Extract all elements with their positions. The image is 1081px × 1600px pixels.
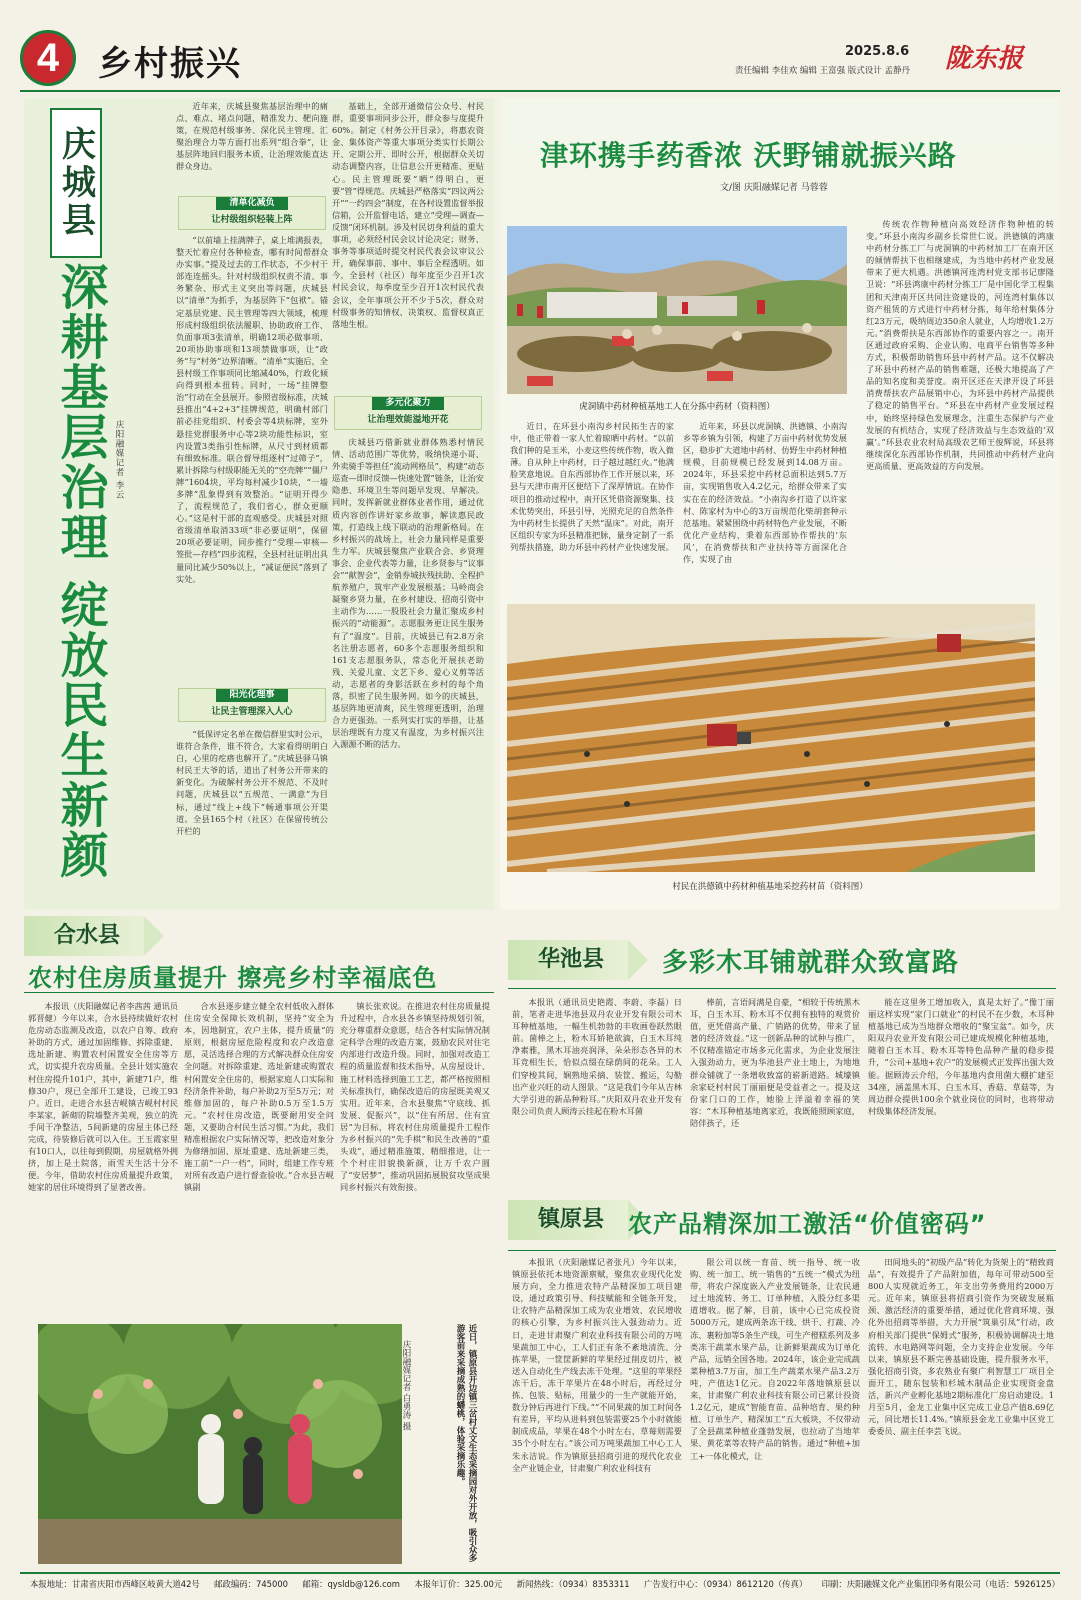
footer-rule — [20, 1572, 1060, 1574]
editor-credits: 责任编辑 李佳欢 编辑 王富强 版式设计 孟静丹 — [735, 66, 911, 76]
qingcheng-subhead-1: 清单化减负 让村级组织轻装上阵 — [178, 196, 326, 230]
peach-caption-text: 近日，镇原县开边镇三岔村丈文生态采摘园对外开放，吸引众多游客前来采摘成熟的蟠桃，体验采摘乐趣。 — [455, 1324, 477, 1562]
huachi-headline: 多彩木耳铺就群众致富路 — [662, 948, 960, 978]
qingcheng-col1c: “低保评定名单在微信群里实时公示，谁符合条件，谁不符合，大家看得明明白白，心里的疙瘩也解开了。”庆城县驿马镇村民王大爷的话，道出了村务公开带来的新变化。为破解村务公开不规范、不及时问题，庆城县以“五规范、一满意”为目标，通过“线上+线下”畅通事项公开渠道。全县165个村（社区）在保留传统公开栏的 — [176, 729, 328, 836]
qingcheng-col2b: 庆城县巧借新就业群体熟悉村情民情、活动范围广等优势，吸纳快递小哥、外卖骑手等担任“流动网格员”，构建“动态巡查—即时反馈—快速处置”链条，让治安隐患、环境卫生等问题早发现、早解决。同时，发挥新就业群体业者作用，通过优质内容创作讲好家乡故事，解读惠民政策，打造线上线下联动的治理新格局。在乡村振兴的战场上，社会力量同样是重要生力军。庆城县聚焦产业联合会、乡贤理事会、企业代表等力量，让乡贤参与“议事会”“献智会”，金销券城扶残扶助、全程护航养殖户，筑牢产业发展根基；马岭商会凝聚乡贤力量，在乡村建设、招商引资中主动作为……一股股社会力量汇聚成乡村振兴的“动能源”。志愿服务更让民生服务有了“温度”。目前，庆城县已有2.8万余名注册志愿者，60多个志愿服务组织和161支志愿服务队，常态化开展扶老助残、关爱儿童、文艺下乡、爱心义剪等活动，志愿者的身影活跃在乡村的每个角落，织密了民生服务网。如今的庆城县，基层阵地更清爽，民生管理更透明，治理合力更强劲。一系列实打实的举措，让基层治理既有力度又有温度，为乡村振兴注入源源不断的活力。 — [332, 437, 484, 750]
footer-postcode: 邮政编码：745000 — [214, 1579, 288, 1589]
qingcheng-col1b: “以前墙上挂满牌子，桌上堆满报表，整天忙着应付各种检查，哪有时间帮群众办实事。”提及过去的工作状态，不少村干部连连摇头。针对村级组织权责不清、事务繁杂、形式主义突出等问题，庆城县以“清单”为抓手，为基层阵下“包袱”。锚定基层党建、民主管理等四大领域，梳理形成村级组织依法履职、协助政府工作、负面事项3张清单，明确12项必做事项、20项协助事项和13项禁做事项，让“政务”与“村务”边界清晰。“清单”实施后，全县村级工作事项同比缩减40%，行政化倾向得到根本扭转。同时，一场“挂牌整治”行动在全县展开。参照省级标准，庆城县推出“4+2+3”挂牌规范，明确村部门前必挂党组织、村委会等4块标牌，室外悬挂党群服务中心等2块功能性标识，室内设置3类指引性标牌，从尺寸到材质都有细致标准。联合督导组逐村“过筛子”，累计拆除与村级职能无关的“空壳牌”“僵尸牌”1604块，平均每村减少10块，“一墙多牌”乱象得到有效整治。“证明开得少了，流程规范了，我们省心，群众更顺心。”这是村干部的直观感受。庆城县对照省级清单取消33项“非必要证明”，保留20项必要证明，同步推行“受理—审核—签批—存档”四步流程，全县村社证明出具量同比减少50%以上，“减证便民”落到了实处。 — [176, 235, 328, 584]
heshui-headline: 农村住房质量提升 擦亮乡村幸福底色 — [28, 964, 438, 992]
page-number: 4 — [36, 36, 60, 80]
zhenyuan-col3: 田间地头的“初级产品”转化为货架上的“精致商品”，有效提升了产品附加值，每年可带动500至800人实现就近务工，年支出劳务费用约2000万元。近年来，镇原县将招商引资作为突破发展瓶颈、激活经济的重要举措，通过优化营商环境、强化外出招商等举措，大力开展“筑巢引凤”行动，政府相关部门提供“保姆式”服务，积极协调解决土地流转、水电路网等问题，全力支持企业发展。今年以来，镇原县不断完善基础设施，提升服务水平，强化招商引资，多农熟业有聚广利智慧工厂项目全面开工，随东包装和杉城木制品企业实现资金盘活，新兴产业孵化基地2期标准化厂房启动建设。1月至5月，金龙工业集中区完成工业总产值8.69亿元，同比增长11.4%。”镇原县金龙工业集中区党工委委员、副主任李芸飞说。 — [868, 1257, 1054, 1437]
peach-photo-credit: 庆阳融媒记者 白勇涛 摄 — [401, 1340, 411, 1431]
zhenyuan-col2: 限公司以统一育苗、统一指导、统一收购、统一加工、统一销售的“五统一”模式为纽带，将农户深度嵌入产业发展链条，让农民通过土地流转、务工、订单种植、入股分红多渠道增收。据了解，目前，该中心已完成投资5000万元，建成两条冻干线、烘干、打蔬、冷冻、裹粉加等5条生产线，可生产橙糕系列及多类冻干蔬菜水果产品，让新鲜果蔬成为订单化产品，远销全国各地。2024年，该企业完成蔬菜种植3.7万亩，加工生产蔬菜水果产品3.2万吨，产值达1亿元。自2022年落地镇原县以来，甘肃聚广利农业科技有限公司已累计投资1.2亿元，建成“智能育苗、品种培育、果约种植、订单生产、精深加工”五大板块，不仅带动了全县蔬菜种植业蓬勃发展，也拉动了当地苹果、黄花菜等农特产品的销售。通过“种植+加工+一体化模式，让 — [690, 1257, 860, 1461]
heshui-col3: 镇长张欢说。在推进农村住房质量提升过程中，合水县各乡镇坚持规划引领，充分尊重群众意愿，结合各村实际情况制定科学合理的改造方案，鼓励农民对住宅内部进行改造升级。同时，加强对改造工程的质量监督和技术指导，从房屋设计、施工材料选择到施工工艺，都严格按照相关标准执行，确保改造后的房屋既美观又实用。近年来，合水县聚焦“守底线、抓发展、促振兴”，以“住有所居、住有宜居”为目标，将农村住房质量提升工程作为乡村振兴的“先手棋”和民生改善的“重头戏”，通过精准施策，精细推进，让一个个村庄旧貌换新颜，让万千农户圆了“安居梦”，推动巩固拓展脱贫攻坚成果同乡村振兴有效衔接。 — [340, 1001, 490, 1193]
tianhuan-byline: 文/图 庆阳融媒记者 马蓉蓉 — [720, 183, 828, 193]
tianhuan-col-a: 近日，在环县小南沟乡村民拓生吉的家中，他正带着一家人忙着晾晒中药材。“以前我们种的是玉米，小麦这些传统作物，收入微薄。自从种上中药材，日子越过越红火。”他满脸笑意地说。自东西部协作工作开展以来，环县与天津市南开区便结下了深厚情谊。在协作项目的推动过程中，南开区凭借资源聚集、技术优势突出，环县引导，光照充足的自然条件为中药材生长提供了天然“温床”。对此，南开区组织专家为环县精准把脉，量身定制了一系列帮扶措施，助力环县中药材产业快速发展。 — [510, 421, 674, 552]
heshui-col2: 合水县逐步建立健全农村低收入群体住房安全保障长效机制，坚持“安全为本，因地制宜，农户主体，提升质量”的原则，根据房屋危险程度和农户改造意愿，灵活选择合理的方式解决群众住房安全问题。对拆除重建、选址新建或购置农村闲置安全住房的，根据家庭人口实际和经济条件补助，每户补助2万至5万元；对维修加固的，每户补助0.5万至1.5万元。“农村住房改造，既要耐用安全问题，又要助合村民生活习惯。”为此，我们精准根据农户实际情况等，把改造对象分为修缮加固、原址重建、选址新建三类，施工前“一户一档”，同时，组建工作专班对所有改造户进行督查验收。”合水县吉岘镇副 — [184, 1001, 334, 1193]
huachi-col3: 能在这里务工增加收入，真是太好了。”像丁丽丽这样实现“家门口就业”的村民不在少数，木耳种植基地已成为当地群众增收的“聚宝盆”。如今，庆阳双丹农业开发有限公司已建成规模化种植基地，随着白玉木耳、粉木耳等特色品种产量的稳步提升，“公司+基地+农户”的发展模式正发挥出强大效能。据顾涛云介绍，今年基地内食用菌大棚扩建至34座，涵盖黑木耳、白玉木耳、香菇、草菇等，为周边群众提供100余个就业岗位的同时，也将带动村级集体经济发展。 — [868, 997, 1054, 1116]
tianhuan-photo-sorting — [507, 226, 847, 394]
qingcheng-county-label: 庆城县 — [50, 108, 102, 258]
zhenyuan-headline: 农产品精深加工激活“价值密码” — [628, 1210, 987, 1238]
qingcheng-byline: 庆阳融媒记者 李云 — [114, 420, 124, 500]
zhenyuan-county-tag: 镇原县 — [508, 1200, 628, 1240]
tianhuan-headline: 津环携手药香浓 沃野铺就振兴路 — [540, 139, 957, 172]
footer-email: 邮箱：qysldb@126.com — [302, 1579, 400, 1589]
section-title: 乡村振兴 — [98, 44, 242, 84]
page-number-badge — [20, 30, 76, 86]
qingcheng-subhead-3: 阳光化理事 让民主管理深入人心 — [178, 688, 326, 722]
masthead-logo: 陇东报 — [945, 44, 1024, 74]
huachi-col1: 本报讯（通讯员史艳霞、李蔚、李磊）日前，笔者走进华池县双丹农业开发有限公司木耳种植基地，一幅生机勃勃的丰收画卷跃然眼前。菌棒之上，粉木耳娇艳欲滴，白玉木耳纯净素雅，黑木耳油亮润泽，朵朵形态各异的木耳竞相生长，恰似点缀在绿荫间的花朵。工人们穿梭其间，娴熟地采摘、装筐、搬运，勾勒出产业兴旺的动人图景。“这是我们今年从吉林大学引进的新品种粉耳。”庆阳双丹农业开发有限公司负责人顾涛云挂起在粉木耳菌 — [512, 997, 682, 1116]
heshui-county-tag: 合水县 — [24, 916, 144, 956]
qingcheng-col2: 基础上，全部开通微信公众号、村民群，重要事项同步公开，群众参与度提升60%。制定《村务公开目录》，将惠农资金、集体资产等重大事项分类实行长期公开、定期公开、即时公开，根据群众关切动态调整内容，让信息公开更精准、更贴心。民主管理既要“晒”得明白，更要“管”得规范。庆城县严格落实“四议两公开”“一约四会”制度，在各村设置监督举报信箱，公开监督电话，建立“受理—调查—反馈”闭环机制。涉及村民切身利益的重大事项，必须经村民会议讨论决定；财务、事务等事项适时提交村民代表会议审议公开，确保事前、事中、事后全程透明。如今，全县村（社区）每年度至少召开1次村民会议，每季度至少召开1次村民代表会议，全年事项公开不少于5次，群众对村级事务的知情权、决策权、监督权真正落地生根。 — [332, 101, 484, 329]
tianhuan-col-right: 传统农作物种植向高效经济作物种植的转变。”环县小南沟乡副乡长常世仁说。洪德镇的鸿康中药材分拣工厂与虎洞镇的中药材加工厂在南开区的倾情帮扶下也相继建成，为当地中药材产业发展带来了更大机遇。洪德镇河连湾村党支部书记廖隆卫说：“环县鸿康中药材分拣工厂是中国化学工程集团和天津南开区共同注资建设的，河连湾村集体以资产租赁的方式进行中药材分拣，每年给村集体分红23万元，吸纳周边350余人就业，人均增收1.2万元。”消费帮扶是东西部协作的重要内容之一。南开区通过政府采购、企业认购、电商平台销售等多种方式，积极帮助销售环县中药材产品。这不仅解决了环县中药材产品的销售难题，还极大地提高了产品的知名度和美誉度。南开区还在天津开设了环县消费帮扶农产品展销中心，为环县中药材产品提供了稳定的销售平台。“环县在中药材产业发展过程中，始终坚持绿色发展理念，注重生态保护与产业发展的有机结合，实现了经济效益与生态效益的‘双赢’。”环县农业农村局高级农艺师王俊辉说，环县将继续深化东西部协作机制，共同推动中药材产业向更高质量、更高效益的方向发展。 — [866, 219, 1054, 471]
qingcheng-title-1: 深耕基层治理 — [52, 262, 108, 562]
huachi-col2: 棒前，言语间满是自豪，“相较于传统黑木耳，白玉木耳、粉木耳不仅拥有独特的观赏价值，更凭借高产量、广销路的优势，带来了显著的经济效益。”这一创新品种的试种与推广，不仅精准锚定市场多元化需求，为企业发展注入强劲动力，更为华池县产业土地上，为地地群众铺就了一条增收致富的崭新道路。城壕镇余家砭村村民丁丽丽便是受益者之一。提及这份家门口的工作，她脸上洋溢着幸福的笑容：“木耳种植基地离家近，我既能照顾家庭，陪伴孩子，还 — [690, 997, 860, 1128]
tianhuan-photo1-caption: 虎洞镇中药材种植基地工人在分拣中药材（资料图） — [579, 402, 775, 412]
qingcheng-subhead-2: 多元化聚力 让治理效能溢地开花 — [334, 396, 482, 430]
footer-printer: 印刷：庆阳融媒文化产业集团印务有限公司（电话：5926125） — [821, 1579, 1060, 1589]
footer-news-hotline: 新闻热线：（0934）8353311 — [516, 1579, 630, 1589]
huachi-county-tag: 华池县 — [508, 940, 628, 980]
footer-price: 本报年订价：325.00元 — [414, 1579, 503, 1589]
footer-ad-center: 广告发行中心：（0934）8612120（传真） — [643, 1579, 808, 1589]
tianhuan-col-b: 近年来，环县以虎洞镇、洪德镇、小南沟乡等乡镇为引领，构建了万亩中药材优势发展区，稳步扩大道地中药材、仿野生中药材种植规模，目前规模已经发展到14.08万亩。2024年，环县采挖中药材总面积达到5.7万亩，实现销售收入4.2亿元，给群众带来了实实在在的经济效益。“小南沟乡打造了以许家村、陈家村为中心的3万亩规范化柴胡套种示范基地。紧紧围绕中药材特色产业发展，不断优化产业结构，秉着东西部协作帮扶的‘东风’，在消费帮扶和产业扶持等方面深化合作，实现了由 — [683, 421, 847, 565]
tianhuan-photo2-caption: 村民在洪德镇中药材种植基地采挖药材苗（资料图） — [672, 882, 868, 892]
issue-date: 2025.8.6 — [845, 44, 910, 59]
heshui-headline-rule — [24, 992, 494, 993]
peach-orchard-photo — [38, 1324, 402, 1564]
tianhuan-photo-harvest — [507, 604, 1035, 872]
heshui-col1: 本报讯（庆阳融媒记者李茜茜 通讯员郭晋健）今年以来，合水县持续做好农村危房动态监测及改造，以农户自筹、政府补助的方式，通过加固维修、拆除重建、选址新建、购置农村闲置安全住房等方式，切实提升农房质量。全县计划实施农村住房提升101户，其中，新建71户，维修30户，现已全部开工建设，已竣工93户。近日，走进合水县吉岘镇吉岘村村民李某家，新砌的院墙整齐美观，独立的洗手间干净整洁，5间新建的房屋主体已经完成，待装修后就可以入住。王玉霞家里有10口人，以往每到假期，房屋就格外拥挤，加上是土院落，雨雪天生活十分不便。今年，借助农村住房质量提升政策，她家的居住环境得到了显著改善。 — [28, 1001, 178, 1193]
qingcheng-col1: 近年来，庆城县聚焦基层治理中的痛点、难点、堵点问题，精准发力、靶向施策，在规范村级事务、深化民主管理、汇聚治理合力等方面打出系列“组合拳”，让基层阵地回归服务本质，让治理效能直达群众身边。 — [176, 101, 328, 172]
footer-bar — [30, 1578, 1060, 1590]
peach-photo-caption — [414, 1324, 478, 1564]
huachi-headline-rule — [508, 988, 1056, 989]
zhenyuan-col1: 本报讯（庆阳融媒记者张凡）今年以来，镇原县依托本地资源禀赋，聚焦农业现代化发展方向，全力推进农特产品精深加工项目建设，通过政策引导、科技赋能和全链条开发，让农特产品精深加工成为农业增效、农民增收的核心引擎，为乡村振兴注入强劲动力。近日，走进甘肃聚广利农业科技有限公司的万吨果蔬加工中心，工人们正有条不紊地清洗、分拣苹果，一筐筐新鲜的苹果经过削皮切片，被送入自动化生产线去冻干处理。“这里的苹果经冻干后，冻干苹果片在48小时后，再经过分拣、包装、贴标，用量少的一生产就能开始，数分钟后再进行下线。”“不同果蔬的加工时间各有差异，平均从进料到包装需要25个小时就能制成成品，苹果在48个小时左右，草莓则需要35个小时左右。”该公司万吨果蔬加工中心工人朱永洁说。作为镇原县招商引进的现代化农业全产业链企业，甘肃聚广利农业科技有 — [512, 1257, 682, 1473]
footer-address: 本报地址：甘肃省庆阳市西峰区岐黄大道42号 — [30, 1579, 200, 1589]
qingcheng-title-2: 绽放民生新颜 — [52, 580, 108, 880]
zhenyuan-headline-rule — [508, 1250, 1056, 1251]
header-rule — [20, 90, 1060, 92]
